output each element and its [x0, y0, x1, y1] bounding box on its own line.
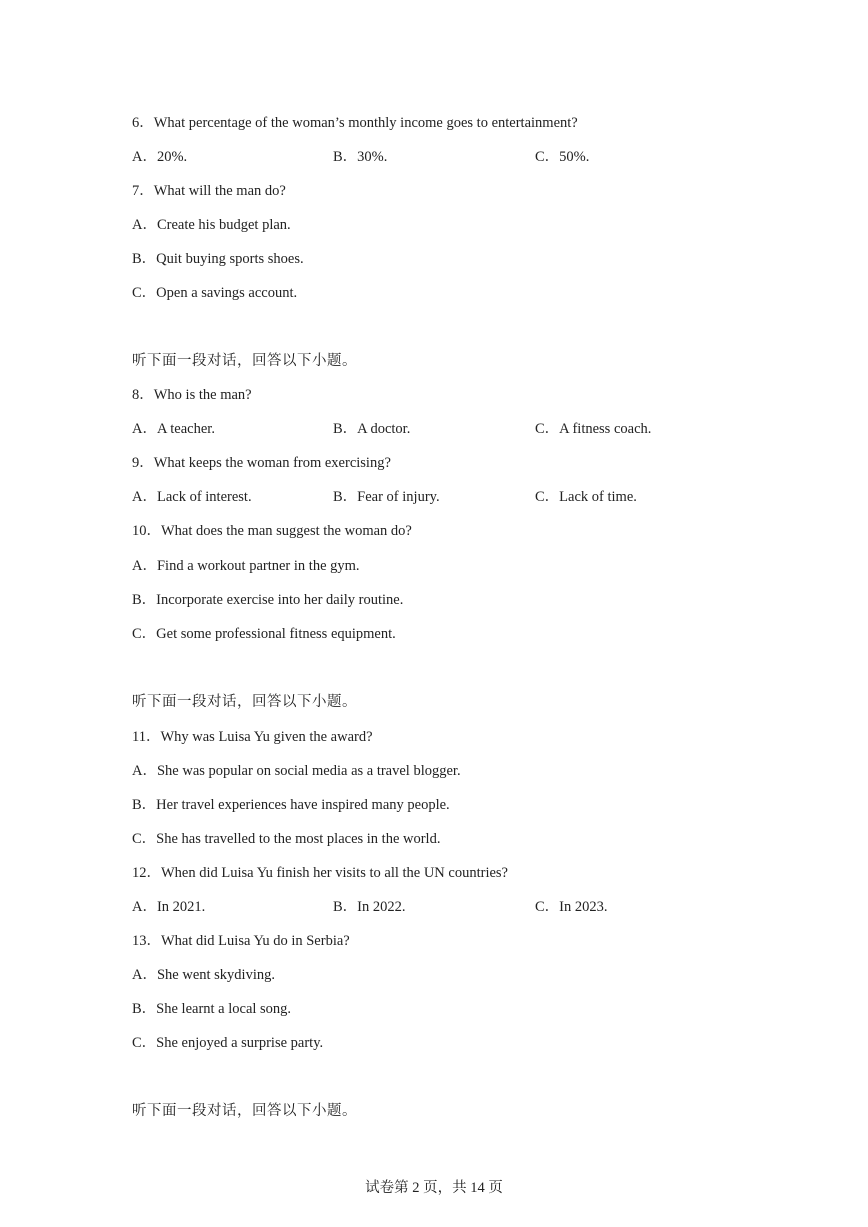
question-8-option-c: C．A fitness coach.	[535, 421, 652, 437]
question-6-options	[132, 147, 752, 167]
question-11-option-a: A．She was popular on social media as a travel blogger.	[132, 763, 461, 779]
question-8-option-b: B．A doctor.	[333, 421, 411, 437]
question-12-stem: 12．When did Luisa Yu finish her visits to all the UN countries?	[132, 865, 508, 881]
question-12-option-c: C．In 2023.	[535, 899, 608, 915]
question-11-option-b: B．Her travel experiences have inspired many people.	[132, 797, 450, 813]
question-13-option-a: A．She went skydiving.	[132, 967, 275, 983]
question-7-option-a: A．Create his budget plan.	[132, 217, 291, 233]
question-6-option-c: C．50%.	[535, 149, 590, 165]
question-7-option-c: C．Open a savings account.	[132, 285, 298, 301]
section-instruction-3: 听下面一段对话，回答以下小题。	[132, 1103, 357, 1119]
question-6-stem: 6．What percentage of the woman’s monthly income goes to entertainment?	[132, 115, 578, 131]
question-11-stem: 11．Why was Luisa Yu given the award?	[132, 729, 373, 745]
question-8-options	[132, 419, 752, 439]
question-11-option-c: C．She has travelled to the most places in the world.	[132, 831, 441, 847]
question-7-option-b: B．Quit buying sports shoes.	[132, 251, 304, 267]
question-9-option-c: C．Lack of time.	[535, 489, 637, 505]
question-8-stem: 8．Who is the man?	[132, 387, 252, 403]
question-8-option-a: A．A teacher.	[132, 421, 215, 437]
page-footer: 试卷第 2 页，共 14 页	[365, 1180, 503, 1196]
question-10-stem: 10．What does the man suggest the woman do?	[132, 523, 412, 539]
question-13-option-c: C．She enjoyed a surprise party.	[132, 1035, 324, 1051]
question-10-option-b: B．Incorporate exercise into her daily routine.	[132, 592, 404, 608]
question-9-option-b: B．Fear of injury.	[333, 489, 440, 505]
question-10-option-a: A．Find a workout partner in the gym.	[132, 558, 360, 574]
question-13-stem: 13．What did Luisa Yu do in Serbia?	[132, 933, 350, 949]
question-13-option-b: B．She learnt a local song.	[132, 1001, 292, 1017]
question-12-options	[132, 897, 752, 917]
question-6-option-b: B．30%.	[333, 149, 388, 165]
question-10-option-c: C．Get some professional fitness equipment.	[132, 626, 396, 642]
question-12-option-b: B．In 2022.	[333, 899, 406, 915]
question-6-option-a: A．20%.	[132, 149, 188, 165]
question-9-option-a: A．Lack of interest.	[132, 489, 252, 505]
section-instruction-1: 听下面一段对话，回答以下小题。	[132, 353, 357, 369]
question-12-option-a: A．In 2021.	[132, 899, 206, 915]
question-9-stem: 9．What keeps the woman from exercising?	[132, 455, 391, 471]
section-instruction-2: 听下面一段对话，回答以下小题。	[132, 694, 357, 710]
question-7-stem: 7．What will the man do?	[132, 183, 286, 199]
question-9-options	[132, 487, 752, 507]
